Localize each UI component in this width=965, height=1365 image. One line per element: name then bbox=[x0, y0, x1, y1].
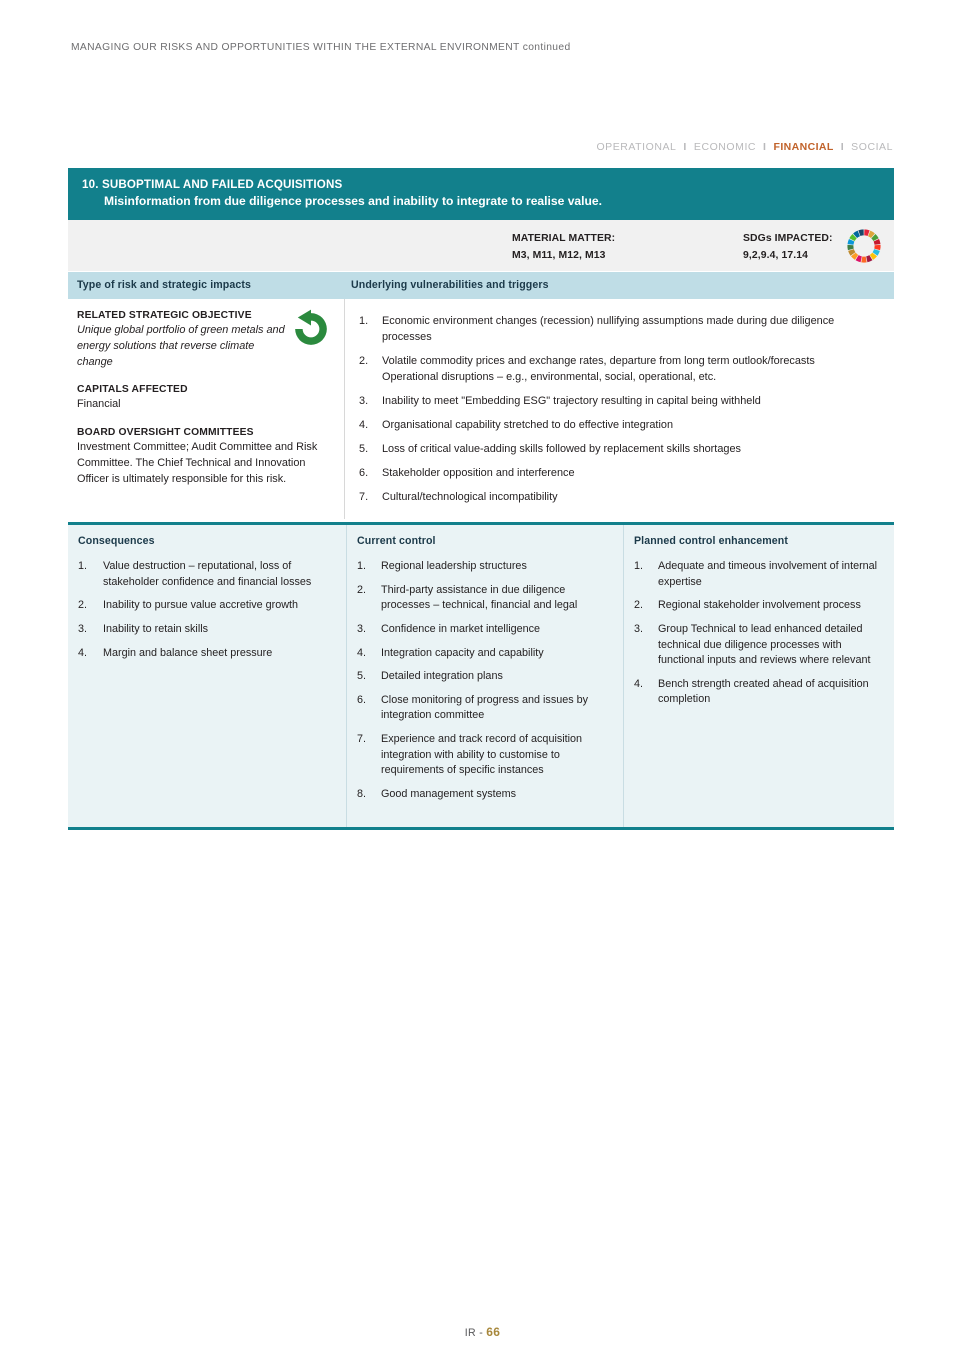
capitals-affected-heading: CAPITALS AFFECTED bbox=[77, 384, 188, 396]
risk-left-column bbox=[68, 299, 344, 519]
material-matter-label: MATERIAL MATTER: bbox=[512, 232, 616, 244]
category-separator: I bbox=[763, 141, 767, 153]
spacer bbox=[77, 370, 336, 384]
capitals-affected-text: Financial bbox=[77, 398, 121, 411]
current-control-item: Integration capacity and capability bbox=[381, 646, 544, 659]
current-control-item: Confidence in market intelligence bbox=[381, 622, 541, 635]
vulnerability-item: Stakeholder opposition and interference bbox=[382, 467, 575, 480]
consequences-list bbox=[78, 559, 332, 661]
vulnerability-item: Volatile commodity prices and exchange rates, departure from long term outlook/forecasts Operational disruptions – e.g., environmental, social, operational, etc. bbox=[382, 355, 815, 384]
consequence-item: Value destruction – reputational, loss of stakeholder confidence and financial losses bbox=[103, 560, 312, 588]
footer-prefix: IR - bbox=[464, 1327, 484, 1339]
spacer bbox=[77, 413, 336, 427]
category-separator: I bbox=[683, 141, 687, 153]
related-strategic-objective-text: Unique global portfolio of green metals and energy solutions that reverse climate change bbox=[77, 323, 285, 369]
column-header-type-of-risk: Type of risk and strategic impacts bbox=[77, 278, 251, 291]
vulnerability-item: Organisational capability stretched to do effective integration bbox=[382, 419, 673, 432]
category-separator: I bbox=[840, 141, 845, 153]
sdg-wheel-icon bbox=[844, 226, 884, 266]
controls-card bbox=[68, 522, 894, 830]
material-matter-value: M3, M11, M12, M13 bbox=[512, 250, 606, 262]
vulnerability-item: Economic environment changes (recession) nullifying assumptions made during due diligence processes bbox=[382, 314, 835, 343]
category-financial: FINANCIAL bbox=[773, 141, 834, 153]
planned-enhancement-heading: Planned control enhancement bbox=[634, 535, 788, 547]
green-circular-arrow-icon bbox=[288, 307, 334, 351]
page-footer bbox=[0, 1325, 965, 1339]
current-control-item: Close monitoring of progress and issues by integration committee bbox=[381, 693, 589, 722]
consequences-heading: Consequences bbox=[78, 535, 155, 547]
category-strip bbox=[596, 141, 893, 153]
running-head: MANAGING OUR RISKS AND OPPORTUNITIES WITHIN THE EXTERNAL ENVIRONMENT continued bbox=[71, 42, 571, 53]
consequence-item: Inability to retain skills bbox=[103, 622, 209, 635]
planned-enhancement-column bbox=[623, 525, 894, 827]
current-control-column bbox=[346, 525, 623, 827]
current-control-item: Detailed integration plans bbox=[381, 670, 503, 683]
planned-enhancement-item: Bench strength created ahead of acquisition completion bbox=[658, 677, 869, 706]
current-control-item: Experience and track record of acquisition integration with ability to customise to requirements of specific instances bbox=[381, 733, 583, 777]
vulnerabilities-list bbox=[359, 313, 874, 505]
board-oversight-committees-heading: BOARD OVERSIGHT COMMITTEES bbox=[77, 426, 254, 438]
current-control-list bbox=[357, 559, 609, 803]
consequence-item: Margin and balance sheet pressure bbox=[103, 646, 273, 659]
planned-enhancement-list bbox=[634, 559, 880, 708]
board-oversight-committees-text: Investment Committee; Audit Committee and Risk Committee. The Chief Technical and Innovation Officer is ultimately responsible for this risk. bbox=[77, 440, 318, 485]
risk-card-header bbox=[68, 168, 894, 220]
risk-column-headers bbox=[68, 272, 894, 299]
risk-right-column bbox=[344, 299, 894, 519]
column-header-vulnerabilities: Underlying vulnerabilities and triggers bbox=[351, 278, 549, 291]
risk-meta-row bbox=[68, 220, 894, 272]
sdgs-impacted-block bbox=[743, 230, 833, 264]
sdgs-impacted-label: SDGs IMPACTED: bbox=[743, 232, 833, 244]
vulnerability-item: Loss of critical value-adding skills followed by replacement skills shortages bbox=[382, 443, 741, 456]
consequences-column bbox=[68, 525, 346, 827]
risk-card bbox=[68, 168, 894, 520]
current-control-heading: Current control bbox=[357, 535, 436, 547]
category-social: SOCIAL bbox=[851, 141, 893, 153]
category-operational: OPERATIONAL bbox=[596, 141, 677, 153]
current-control-item: Third-party assistance in due diligence processes – technical, financial and legal bbox=[381, 583, 578, 612]
consequence-item: Inability to pursue value accretive growth bbox=[103, 599, 299, 612]
current-control-item: Regional leadership structures bbox=[381, 560, 527, 572]
current-control-item: Good management systems bbox=[381, 788, 517, 801]
risk-title: 10. SUBOPTIMAL AND FAILED ACQUISITIONS bbox=[82, 178, 343, 191]
related-strategic-objective-heading: RELATED STRATEGIC OBJECTIVE bbox=[77, 309, 252, 321]
planned-enhancement-item: Adequate and timeous involvement of internal expertise bbox=[658, 560, 878, 588]
risk-subtitle: Misinformation from due diligence processes and inability to integrate to realise value. bbox=[104, 193, 602, 208]
vulnerability-item: Cultural/technological incompatibility bbox=[382, 491, 558, 504]
planned-enhancement-item: Group Technical to lead enhanced detailed technical due diligence processes with functional inputs and reviews where relevant bbox=[658, 622, 871, 667]
risk-body-row bbox=[68, 299, 894, 520]
material-matter-block bbox=[512, 230, 615, 264]
sdgs-impacted-value: 9,2,9.4, 17.14 bbox=[743, 250, 808, 262]
vulnerability-item: Inability to meet "Embedding ESG" trajectory resulting in capital being withheld bbox=[382, 395, 761, 408]
footer-page-number: 66 bbox=[486, 1325, 501, 1339]
planned-enhancement-item: Regional stakeholder involvement process bbox=[658, 599, 861, 612]
category-economic: ECONOMIC bbox=[693, 141, 757, 153]
